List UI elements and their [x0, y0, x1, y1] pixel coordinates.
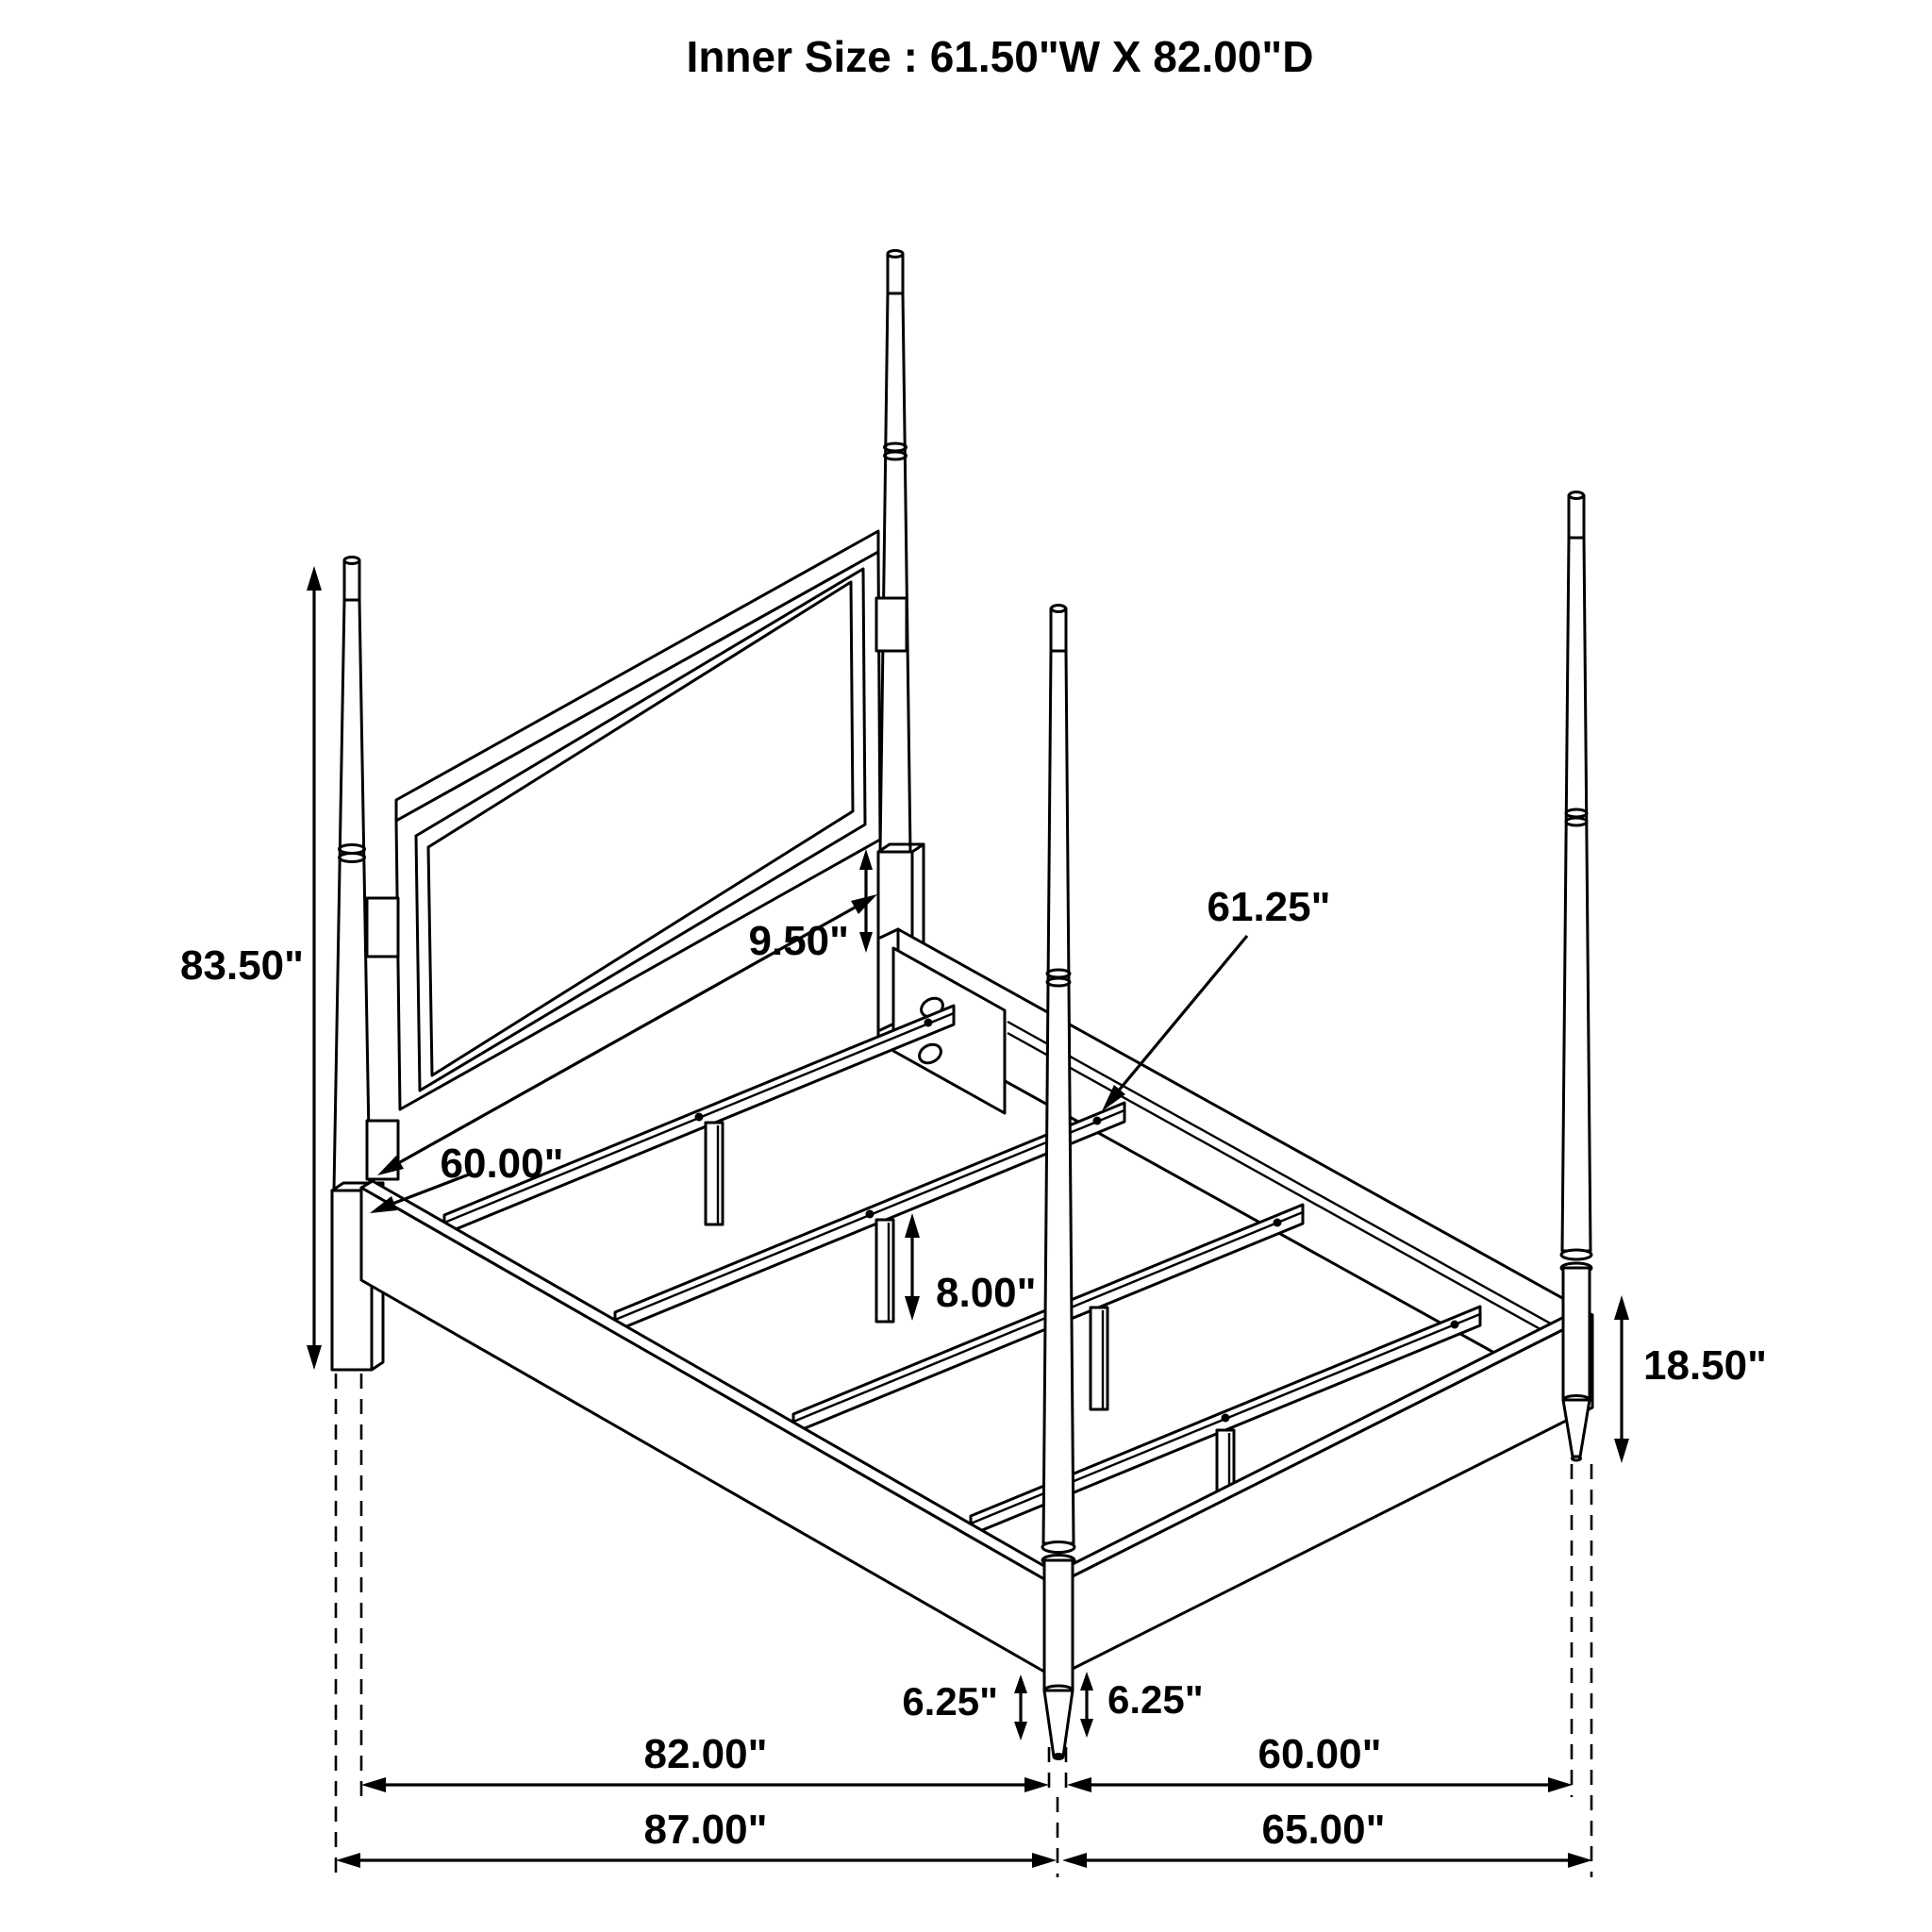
- side-rail-front: [361, 1181, 1056, 1672]
- dim-post-height: [180, 566, 322, 1370]
- support-leg-2: [876, 1220, 893, 1322]
- dim-label-headboard-width: 60.00": [440, 1141, 564, 1187]
- dim-label-rail-height: 18.50": [1643, 1342, 1767, 1389]
- footboard-post-right: [1561, 492, 1591, 1461]
- footboard-post-front: [1042, 606, 1074, 1759]
- dim-post-inset-right: [1080, 1672, 1204, 1738]
- page-title: Inner Size : 61.50"W X 82.00"D: [686, 32, 1314, 81]
- support-leg-1: [706, 1123, 723, 1224]
- dim-outer-width: [1062, 1807, 1592, 1868]
- dim-label-inner-depth: 82.00": [643, 1731, 768, 1777]
- mount-block-right-top: [876, 598, 907, 651]
- dim-label-headboard-gap: 9.50": [748, 918, 849, 964]
- dim-leg-height: [905, 1213, 1037, 1321]
- dim-label-post-height: 83.50": [180, 942, 304, 989]
- support-leg-3: [1091, 1307, 1108, 1409]
- headboard-panel: [367, 531, 907, 1179]
- dim-post-inset-left: [902, 1674, 1027, 1740]
- dim-label-outer-width: 65.00": [1261, 1807, 1386, 1853]
- dim-outer-depth: [336, 1807, 1057, 1868]
- dim-label-outer-depth: 87.00": [643, 1807, 768, 1853]
- dim-rail-height: [1614, 1295, 1767, 1463]
- dim-inner-width: [1067, 1731, 1573, 1792]
- dim-label-slat-length: 61.25": [1207, 884, 1331, 930]
- dim-label-inner-width: 60.00": [1257, 1731, 1382, 1777]
- foot-rail: [1056, 1308, 1592, 1672]
- dim-label-leg-height: 8.00": [936, 1270, 1037, 1316]
- dim-label-post-inset-right: 6.25": [1108, 1677, 1204, 1722]
- dim-inner-depth: [361, 1731, 1049, 1792]
- mount-block-left-top: [367, 898, 398, 957]
- dim-label-post-inset-left: 6.25": [902, 1679, 998, 1724]
